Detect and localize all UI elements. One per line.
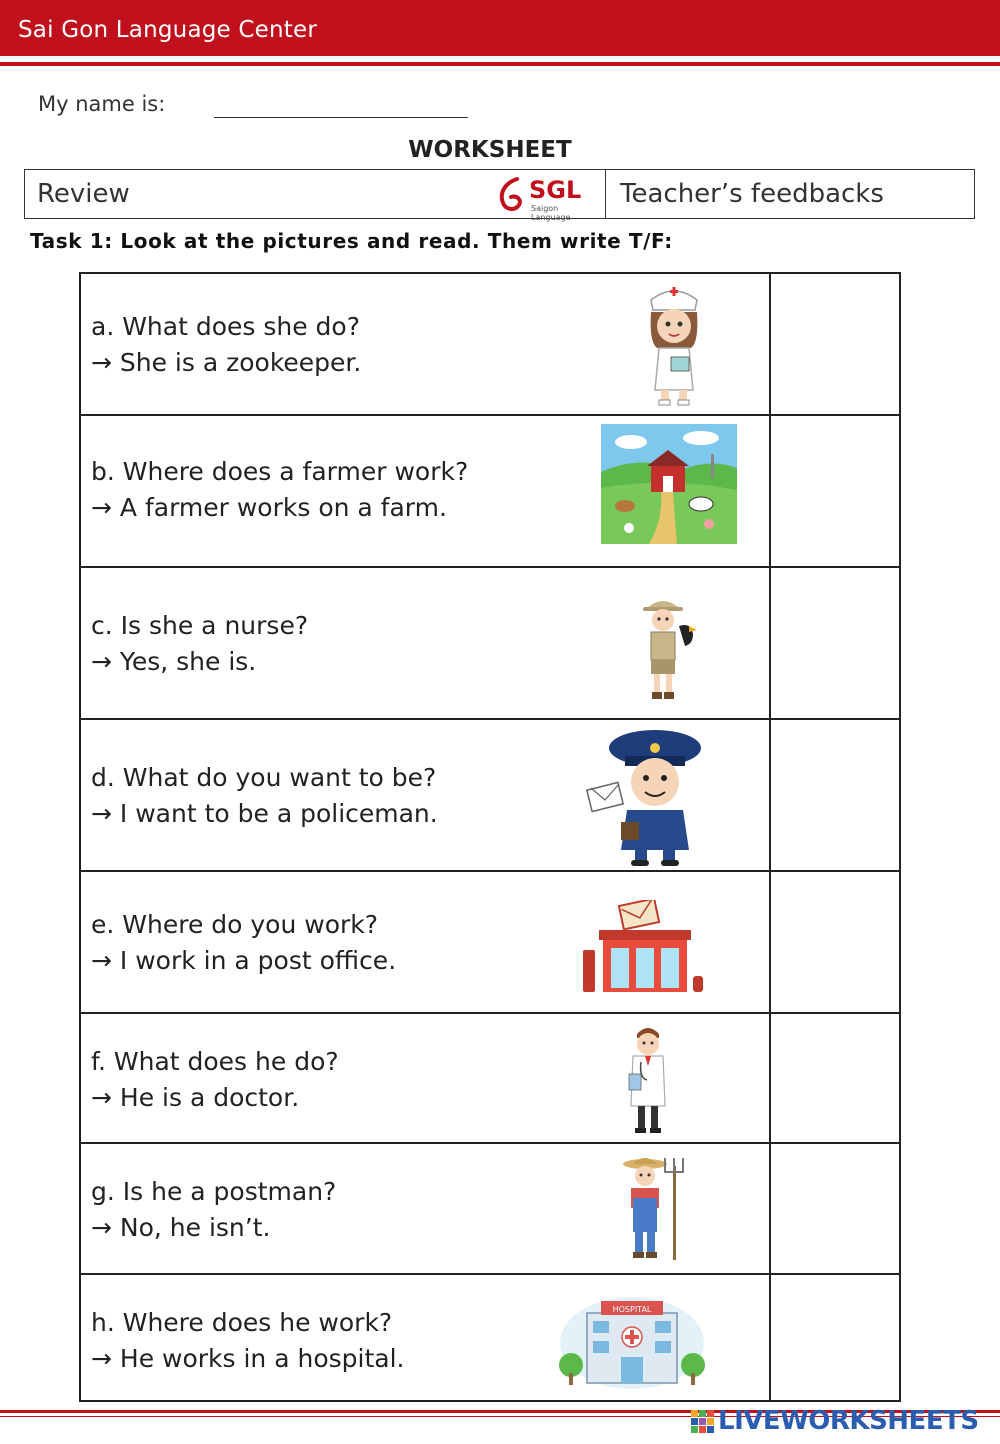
info-divider <box>605 170 606 218</box>
task-row-a <box>81 274 899 415</box>
header-title: Sai Gon Language Center <box>18 17 318 43</box>
svg-text:HOSPITAL: HOSPITAL <box>612 1305 652 1314</box>
sgl-logo-text: SGL <box>529 176 582 204</box>
answer-a: → She is a zookeeper. <box>91 348 362 377</box>
task-row-b <box>81 414 899 566</box>
answer-b: → A farmer works on a farm. <box>91 493 447 522</box>
review-label: Review <box>37 179 130 209</box>
question-b: b. Where does a farmer work? <box>91 457 469 486</box>
task-row-c <box>81 566 899 718</box>
task-text-d <box>91 760 438 832</box>
task-row-e <box>81 870 899 1012</box>
answer-g: → No, he isn’t. <box>91 1213 271 1242</box>
worksheet-title: WORKSHEET <box>408 137 572 163</box>
answer-d: → I want to be a policeman. <box>91 799 438 828</box>
answer-c: → Yes, she is. <box>91 647 257 676</box>
task-title: Task 1: Look at the pictures and read. Them write T/F: <box>30 229 673 253</box>
question-a: a. What does she do? <box>91 312 360 341</box>
header-bar <box>0 0 1000 56</box>
question-h: h. Where does he work? <box>91 1308 393 1337</box>
zookeeper-icon <box>637 590 701 702</box>
answer-e: → I work in a post office. <box>91 946 397 975</box>
hospital-icon <box>557 1285 707 1391</box>
answer-h: → He works in a hospital. <box>91 1344 405 1373</box>
nurse-icon <box>641 282 707 406</box>
sgl-logo <box>495 175 595 222</box>
post-office-icon <box>581 900 709 996</box>
teacher-feedback-label: Teacher’s feedbacks <box>620 179 884 209</box>
task-text-g <box>91 1174 336 1246</box>
question-c: c. Is she a nurse? <box>91 611 309 640</box>
doctor-icon <box>623 1022 673 1136</box>
question-e: e. Where do you work? <box>91 910 379 939</box>
task-text-c <box>91 608 308 680</box>
sgl-logo-subtitle: Saigon Language <box>531 204 571 222</box>
task-row-f <box>81 1012 899 1142</box>
name-label: My name is: <box>38 92 166 116</box>
task-row-h <box>81 1273 899 1400</box>
liveworksheets-blocks-icon <box>690 1406 716 1434</box>
question-f: f. What does he do? <box>91 1047 339 1076</box>
task-text-h <box>91 1305 405 1377</box>
task-row-g <box>81 1142 899 1273</box>
sgl-swirl-icon <box>495 175 529 215</box>
task-row-d <box>81 718 899 870</box>
task-table <box>79 272 901 1402</box>
postman-icon <box>585 726 709 868</box>
task-text-f <box>91 1044 339 1116</box>
liveworksheets-brand: LIVEWORKSHEETS <box>718 1406 979 1436</box>
farm-icon <box>601 424 737 544</box>
answer-f: → He is a doctor. <box>91 1083 300 1112</box>
task-text-b <box>91 454 468 526</box>
question-d: d. What do you want to be? <box>91 763 437 792</box>
name-input-line[interactable] <box>214 117 468 118</box>
liveworksheets-logo <box>690 1406 990 1438</box>
question-g: g. Is he a postman? <box>91 1177 337 1206</box>
task-text-a <box>91 309 361 381</box>
info-row <box>24 169 975 222</box>
farmer-icon <box>619 1152 691 1264</box>
header-divider <box>0 62 1000 66</box>
task-text-e <box>91 907 396 979</box>
